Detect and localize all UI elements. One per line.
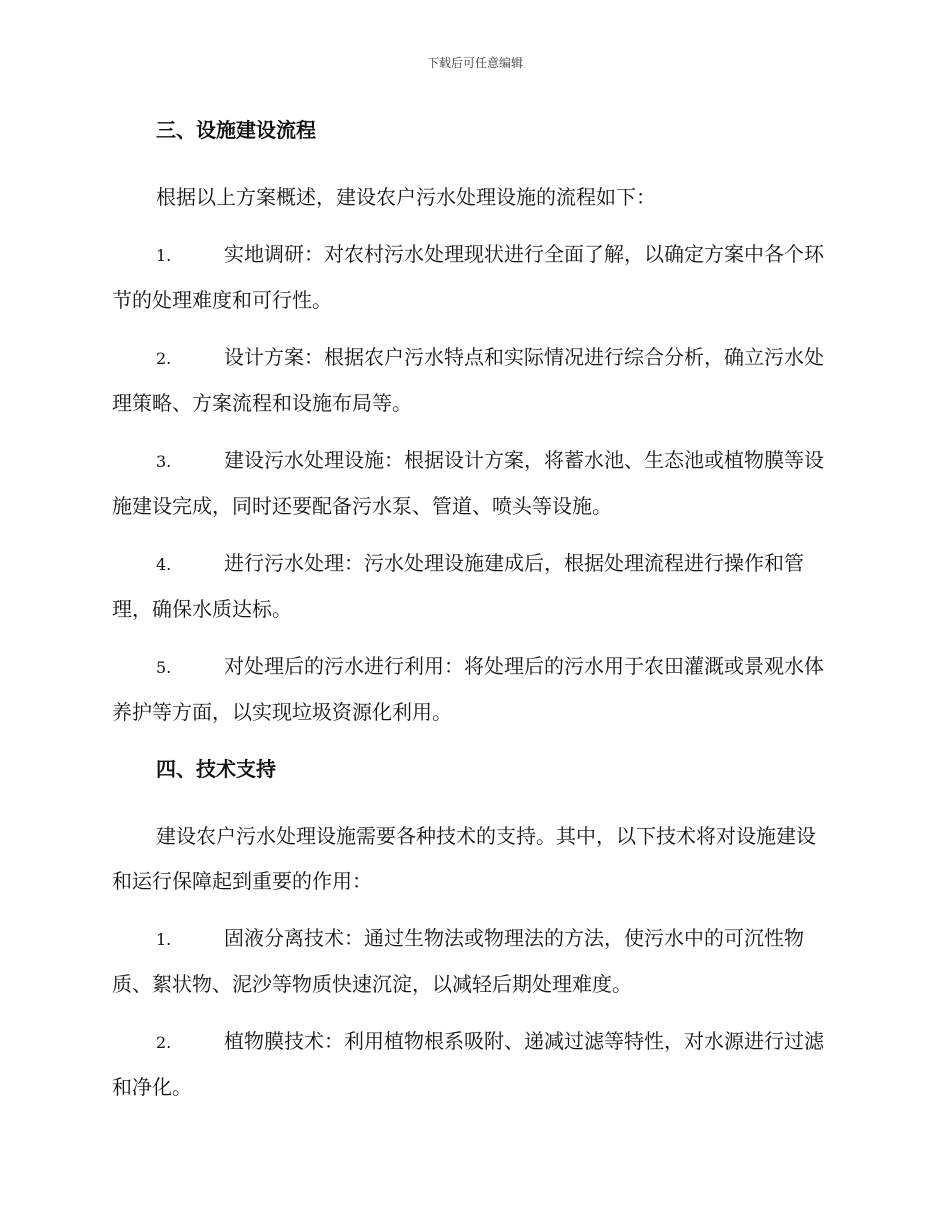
list-item-text: 对处理后的污水进行利用：将处理后的污水用于农田灌溉或景观水体养护等方面，以实现垃圾资源化利用。 — [112, 654, 824, 724]
list-item-number: 5. — [156, 658, 172, 677]
list-item-text: 植物膜技术：利用植物根系吸附、递减过滤等特性，对水源进行过滤和净化。 — [112, 1029, 824, 1099]
document-body — [112, 108, 834, 1122]
list-item-number: 2. — [156, 349, 172, 368]
list-item-number: 1. — [156, 246, 172, 265]
list-item-number: 2. — [156, 1033, 172, 1052]
section-4-intro: 建设农户污水处理设施需要各种技术的支持。其中，以下技术将对设施建设和运行保障起到重要的作用： — [112, 824, 816, 893]
list-item — [112, 335, 834, 426]
list-item-text: 设计方案：根据农户污水特点和实际情况进行综合分析，确立污水处理策略、方案流程和设施布局等。 — [112, 345, 824, 415]
list-item — [112, 541, 834, 632]
list-item-number: 3. — [156, 452, 172, 471]
list-item — [112, 916, 834, 1007]
list-item-text: 建设污水处理设施：根据设计方案，将蓄水池、生态池或植物膜等设施建设完成，同时还要配备污水泵、管道、喷头等设施。 — [112, 448, 824, 518]
section-heading-4: 四、技术支持 — [156, 757, 276, 781]
section-heading-3: 三、设施建设流程 — [156, 118, 316, 142]
list-item-text: 固液分离技术：通过生物法或物理法的方法，使污水中的可沉性物质、絮状物、泥沙等物质快速沉淀，以减轻后期处理难度。 — [112, 926, 804, 996]
list-item-text: 实地调研：对农村污水处理现状进行全面了解，以确定方案中各个环节的处理难度和可行性。 — [112, 242, 824, 312]
list-item-number: 4. — [156, 555, 172, 574]
list-item — [112, 1019, 834, 1110]
section-3-intro: 根据以上方案概述，建设农户污水处理设施的流程如下： — [156, 185, 656, 209]
header-note: 下载后可任意编辑 — [426, 56, 523, 70]
list-item-text: 进行污水处理：污水处理设施建成后，根据处理流程进行操作和管理，确保水质达标。 — [112, 551, 804, 621]
list-item — [112, 232, 834, 323]
list-item — [112, 438, 834, 529]
list-item-number: 1. — [156, 930, 172, 949]
list-item — [112, 644, 834, 735]
